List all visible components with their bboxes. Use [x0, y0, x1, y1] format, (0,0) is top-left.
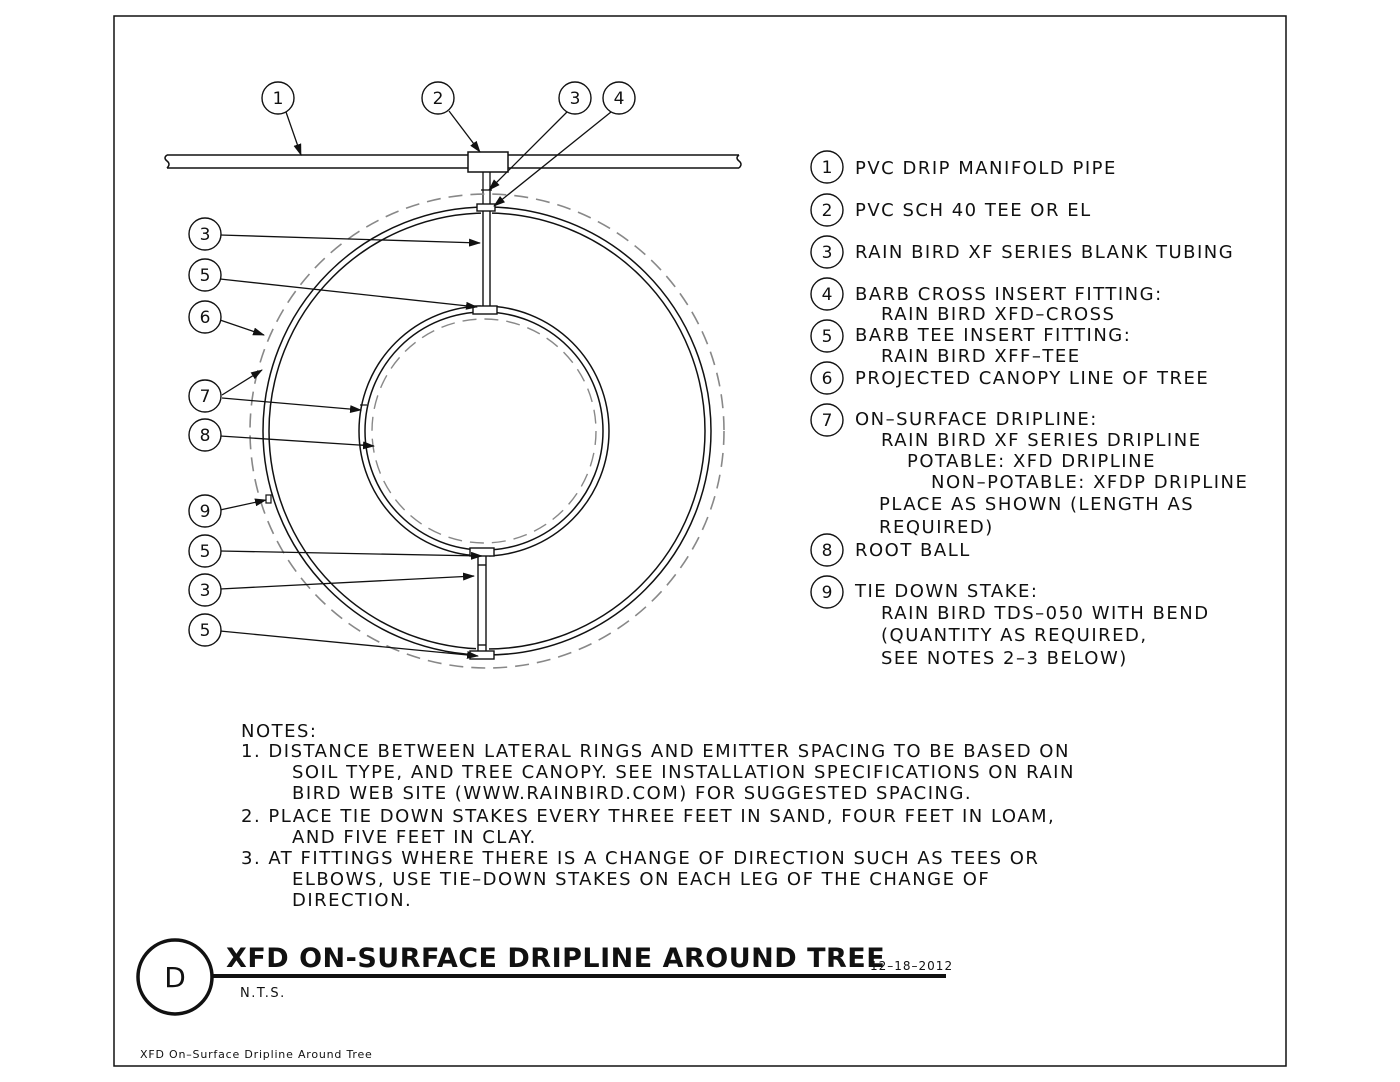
note-3-line2: ELBOWS, USE TIE–DOWN STAKES ON EACH LEG OF THE CHANGE OF: [292, 869, 991, 890]
callout-7-label: 7: [199, 387, 211, 407]
drip-layout: [165, 152, 741, 668]
detail-letter: D: [164, 961, 186, 994]
callout-4-label: 4: [613, 89, 625, 109]
pvc-tee: [468, 152, 508, 172]
legend-5-subtext: RAIN BIRD XFF–TEE: [881, 346, 1081, 367]
legend-4-subtext: RAIN BIRD XFD–CROSS: [881, 304, 1116, 325]
legend-9-line2: RAIN BIRD TDS–050 WITH BEND: [881, 603, 1210, 624]
callout-3-top-label: 3: [569, 89, 581, 109]
legend-num-4: 4: [821, 285, 833, 305]
note-1-line2: SOIL TYPE, AND TREE CANOPY. SEE INSTALLATION SPECIFICATIONS ON RAIN: [292, 762, 1075, 783]
legend-2-text: PVC SCH 40 TEE OR EL: [855, 200, 1092, 221]
legend-6-text: PROJECTED CANOPY LINE OF TREE: [855, 368, 1210, 389]
callout-3-left-label: 3: [199, 225, 211, 245]
manifold-pipe: [165, 155, 741, 168]
note-3-line1: 3. AT FITTINGS WHERE THERE IS A CHANGE OF DIRECTION SUCH AS TEES OR: [241, 848, 1040, 869]
tee-fitting-lower: [470, 548, 494, 556]
drawing-title: XFD ON-SURFACE DRIPLINE AROUND TREE: [226, 943, 886, 974]
callout-5-bottom-label: 5: [199, 621, 211, 641]
legend-7-line4: NON–POTABLE: XFDP DRIPLINE: [931, 472, 1249, 493]
legend-9-text: TIE DOWN STAKE:: [855, 581, 1039, 602]
inner-dripline-ring: [359, 306, 609, 556]
legend-num-9: 9: [821, 583, 833, 603]
legend-9-line3: (QUANTITY AS REQUIRED,: [881, 625, 1148, 646]
callout-5-top-label: 5: [199, 266, 211, 286]
legend-7-line2: RAIN BIRD XF SERIES DRIPLINE: [881, 430, 1202, 451]
callout-8-label: 8: [199, 426, 211, 446]
drawing-scale: N.T.S.: [240, 986, 286, 1001]
legend-num-5: 5: [821, 327, 833, 347]
legend-7-line3: POTABLE: XFD DRIPLINE: [907, 451, 1156, 472]
callout-3-bottom-label: 3: [199, 581, 211, 601]
callout-9-label: 9: [199, 502, 211, 522]
legend-1-text: PVC DRIP MANIFOLD PIPE: [855, 158, 1117, 179]
legend-num-1: 1: [821, 158, 833, 178]
tie-down-stake: [266, 495, 271, 503]
drawing-date: 12–18–2012: [870, 959, 954, 973]
cross-fitting: [477, 204, 495, 211]
legend-3-text: RAIN BIRD XF SERIES BLANK TUBING: [855, 242, 1235, 263]
legend-8-text: ROOT BALL: [855, 540, 971, 561]
legend-num-6: 6: [821, 369, 833, 389]
legend-7-line6: REQUIRED): [879, 517, 994, 538]
note-1-line3: BIRD WEB SITE (WWW.RAINBIRD.COM) FOR SUGGESTED SPACING.: [292, 783, 973, 804]
legend-7-text: ON–SURFACE DRIPLINE:: [855, 409, 1098, 430]
notes-heading: NOTES:: [241, 721, 318, 742]
legend-9-line4: SEE NOTES 2–3 BELOW): [881, 648, 1128, 669]
legend-4-text: BARB CROSS INSERT FITTING:: [855, 284, 1163, 305]
callout-5-mid-label: 5: [199, 542, 211, 562]
legend-num-3: 3: [821, 243, 833, 263]
note-2-line1: 2. PLACE TIE DOWN STAKES EVERY THREE FEET IN SAND, FOUR FEET IN LOAM,: [241, 806, 1056, 827]
legend-7-line5: PLACE AS SHOWN (LENGTH AS: [879, 494, 1195, 515]
note-3-line3: DIRECTION.: [292, 890, 413, 911]
note-1-line1: 1. DISTANCE BETWEEN LATERAL RINGS AND EMITTER SPACING TO BE BASED ON: [241, 741, 1070, 762]
callout-2-label: 2: [432, 89, 444, 109]
legend-5-text: BARB TEE INSERT FITTING:: [855, 325, 1132, 346]
callout-1-label: 1: [272, 89, 284, 109]
title-block: [138, 940, 953, 1014]
notes: [241, 721, 1075, 911]
footer-label: XFD On–Surface Dripline Around Tree: [140, 1048, 373, 1061]
root-ball: [372, 319, 596, 543]
legend: [811, 151, 1248, 669]
leader-lines: [220, 110, 611, 656]
legend-num-7: 7: [821, 411, 833, 431]
legend-num-2: 2: [821, 201, 833, 221]
callout-6-label: 6: [199, 308, 211, 328]
legend-num-8: 8: [821, 541, 833, 561]
note-2-line2: AND FIVE FEET IN CLAY.: [292, 827, 537, 848]
